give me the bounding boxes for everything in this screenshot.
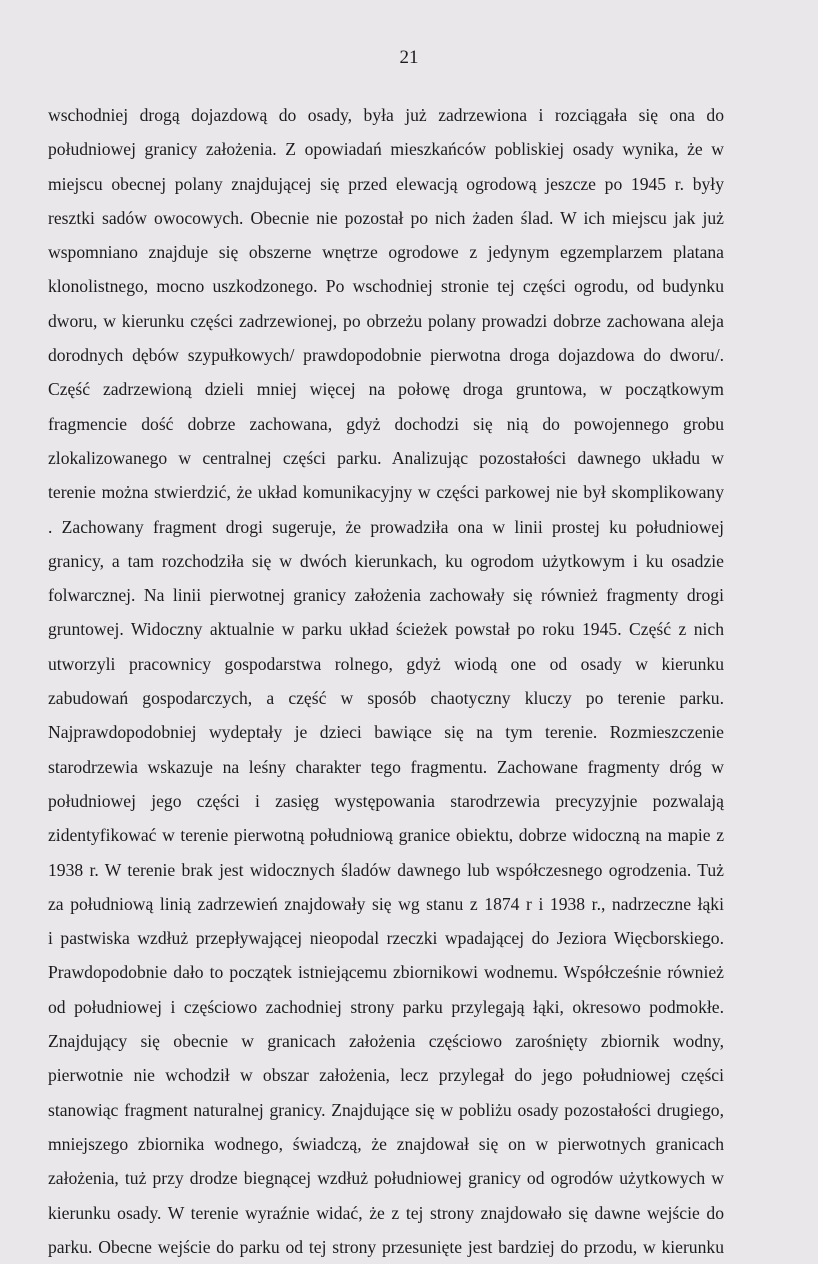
text-line: Część zadrzewioną dzieli mniej więcej na połowę droga gruntowa, w początkowym bbox=[48, 379, 724, 400]
text-line: resztki sadów owocowych. Obecnie nie pozostał po nich żaden ślad. W ich miejscu jak już bbox=[48, 207, 724, 228]
text-line: wspomniano znajduje się obszerne wnętrze ogrodowe z jedynym egzemplarzem platana bbox=[48, 242, 724, 263]
text-line: zabudowań gospodarczych, a część w sposób chaotyczny kluczy po terenie parku. bbox=[48, 688, 724, 709]
text-line: mniejszego zbiornika wodnego, świadczą, że znajdował się on w pierwotnych granicach bbox=[48, 1133, 724, 1154]
text-line: dworu, w kierunku części zadrzewionej, po obrzeżu polany prowadzi dobrze zachowana aleja bbox=[48, 310, 724, 331]
text-line: folwarcznej. Na linii pierwotnej granicy założenia zachowały się również fragmenty drogi bbox=[48, 585, 724, 606]
text-line: zlokalizowanego w centralnej części parku. Analizując pozostałości dawnego układu w bbox=[48, 447, 724, 468]
text-line: granicy, a tam rozchodziła się w dwóch kierunkach, ku ogrodom użytkowym i ku osadzie bbox=[48, 550, 724, 571]
text-line: . Zachowany fragment drogi sugeruje, że prowadziła ona w linii prostej ku południowej bbox=[48, 516, 724, 537]
text-line: gruntowej. Widoczny aktualnie w parku układ ścieżek powstał po roku 1945. Część z nich bbox=[48, 619, 724, 640]
text-line: Prawdopodobnie dało to początek istniejącemu zbiornikowi wodnemu. Współcześnie również bbox=[48, 962, 724, 983]
text-line: zidentyfikować w terenie pierwotną południową granice obiektu, dobrze widoczną na mapie z bbox=[48, 825, 724, 846]
text-line: klonolistnego, mocno uszkodzonego. Po wschodniej stronie tej części ogrodu, od budynku bbox=[48, 276, 724, 297]
text-line: od południowej i częściowo zachodniej strony parku przylegają łąki, okresowo podmokłe. bbox=[48, 996, 724, 1017]
text-line: za południową linią zadrzewień znajdowały się wg stanu z 1874 r i 1938 r., nadrzeczne łąki bbox=[48, 893, 724, 914]
text-line: założenia, tuż przy drodze biegnącej wzdłuż południowej granicy od ogrodów użytkowych w bbox=[48, 1168, 724, 1189]
text-line: południowej jego części i zasięg występowania starodrzewia precyzyjnie pozwalają bbox=[48, 790, 724, 811]
text-line: i pastwiska wzdłuż przepływającej nieopodal rzeczki wpadającej do Jeziora Więcborskiego. bbox=[48, 928, 724, 949]
text-line: południowej granicy założenia. Z opowiadań mieszkańców pobliskiej osady wynika, że w bbox=[48, 139, 724, 160]
text-line: kierunku osady. W terenie wyraźnie widać, że z tej strony znajdowało się dawne wejście do bbox=[48, 1202, 724, 1223]
page-number: 21 bbox=[399, 47, 419, 68]
text-line: starodrzewia wskazuje na leśny charakter tego fragmentu. Zachowane fragmenty dróg w bbox=[48, 756, 724, 777]
text-line: parku. Obecne wejście do parku od tej strony przesunięte jest bardziej do przodu, w kierunku bbox=[48, 1236, 724, 1257]
text-line: miejscu obecnej polany znajdującej się przed elewacją ogrodową jeszcze po 1945 r. były bbox=[48, 173, 724, 194]
text-line: fragmencie dość dobrze zachowana, gdyż dochodzi się nią do powojennego grobu bbox=[48, 413, 724, 434]
text-line: Znajdujący się obecnie w granicach założenia częściowo zarośnięty zbiornik wodny, bbox=[48, 1031, 724, 1052]
text-line: utworzyli pracownicy gospodarstwa rolnego, gdyż wiodą one od osady w kierunku bbox=[48, 653, 724, 674]
text-line: wschodniej drogą dojazdową do osady, była już zadrzewiona i rozciągała się ona do bbox=[48, 105, 724, 125]
text-line: dorodnych dębów szypułkowych/ prawdopodobnie pierwotna droga dojazdowa do dworu/. bbox=[48, 345, 724, 366]
text-line: terenie można stwierdzić, że układ komunikacyjny w części parkowej nie był skomplikowany bbox=[48, 482, 724, 503]
text-line: stanowiąc fragment naturalnej granicy. Znajdujące się w pobliżu osady pozostałości drugiego, bbox=[48, 1099, 724, 1120]
text-line: Najprawdopodobniej wydeptały je dzieci bawiące się na tym terenie. Rozmieszczenie bbox=[48, 722, 724, 743]
body-text bbox=[48, 98, 724, 1264]
text-line: 1938 r. W terenie brak jest widocznych śladów dawnego lub współczesnego ogrodzenia. Tuż bbox=[48, 859, 724, 880]
text-line: pierwotnie nie wchodził w obszar założenia, lecz przylegał do jego południowej części bbox=[48, 1065, 724, 1086]
